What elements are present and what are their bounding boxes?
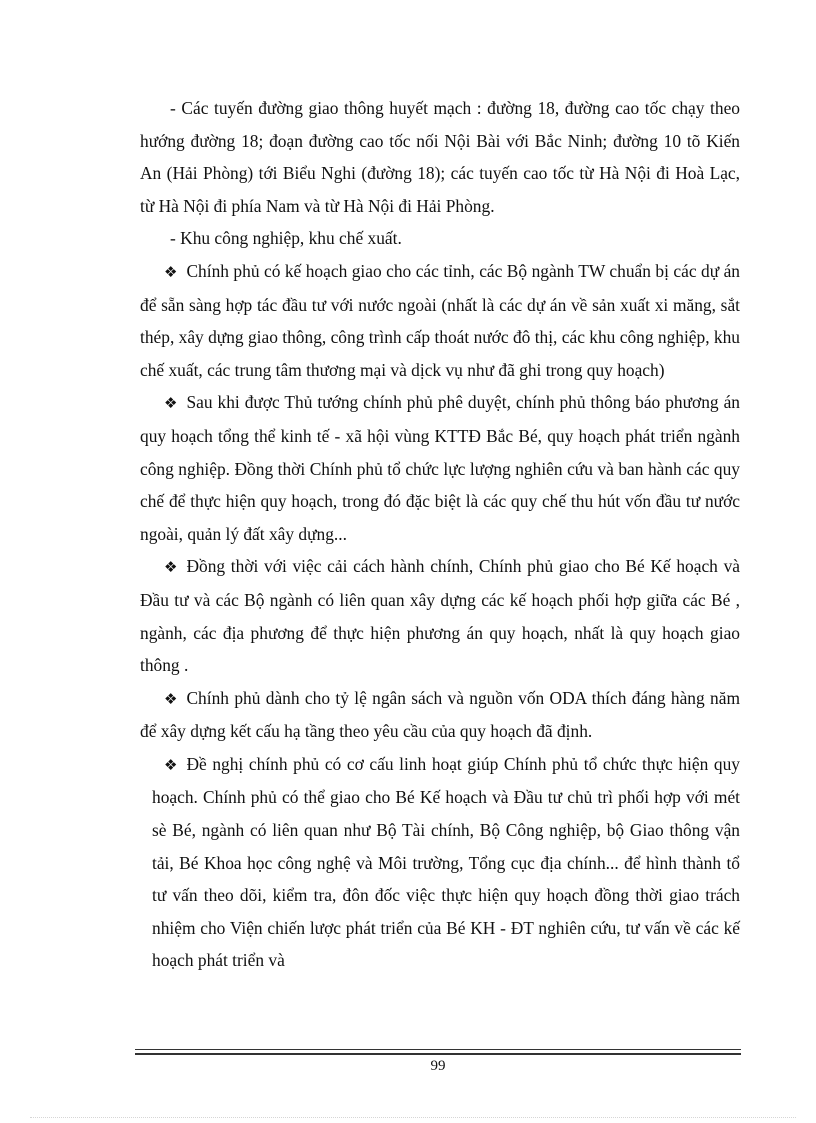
diamond-bullet-icon: ❖ bbox=[164, 755, 178, 774]
paragraph-traffic-routes bbox=[140, 92, 740, 222]
diamond-bullet-icon: ❖ bbox=[164, 262, 178, 281]
bullet-paragraph-budget-oda bbox=[140, 682, 740, 748]
paragraph-text: - Khu công nghiệp, khu chế xuất. bbox=[170, 228, 402, 249]
page-number: 99 bbox=[430, 1058, 446, 1074]
page-bottom-edge bbox=[30, 1117, 796, 1118]
paragraph-text: - Các tuyến đường giao thông huyết mạch : đường 18, đường cao tốc chạy theo hướng đường 18; đoạn đường cao tốc nối Nội Bài với Bắc Ninh; đường 10 tõ Kiến An (Hải Phòng) tới Biểu Nghi (đường 18); các tuyến cao tốc từ Hà Nội đi Hoà Lạc, từ Hà Nội đi phía Nam và từ Hà Nội đi Hải Phòng. bbox=[140, 98, 740, 216]
diamond-bullet-icon: ❖ bbox=[164, 689, 178, 708]
bullet-paragraph-project-preparation bbox=[140, 255, 740, 386]
paragraph-industrial-zones bbox=[140, 222, 740, 255]
paragraph-text: Chính phủ dành cho tỷ lệ ngân sách và nguồn vốn ODA thích đáng hàng năm để xây dựng kết cấu hạ tầng theo yêu cầu của quy hoạch đã định. bbox=[140, 687, 740, 742]
bullet-paragraph-flexible-structure bbox=[140, 748, 740, 977]
diamond-bullet-icon: ❖ bbox=[164, 558, 178, 577]
paragraph-text: Sau khi được Thủ tướng chính phủ phê duyệt, chính phủ thông báo phương án quy hoạch tổng thể kinh tế - xã hội vùng KTTĐ Bắc Bé, quy hoạch phát triển ngành công nghiệp. Đồng thời Chính phủ tổ chức lực lượng nghiên cứu và ban hành các quy chế để thực hiện quy hoạch, trong đó đặc biệt là các quy chế thu hút vốn đầu tư nước ngoài, quản lý đất xây dựng... bbox=[140, 392, 740, 544]
paragraph-text: Chính phủ có kế hoạch giao cho các tỉnh, các Bộ ngành TW chuẩn bị các dự án để sẵn sàng hợp tác đầu tư với nước ngoài (nhất là các dự án về sản xuất xi măng, sắt thép, xây dựng giao thông, công trình cấp thoát nước đô thị, các khu công nghiệp, khu chế xuất, các trung tâm thương mại và dịck vụ như đã ghi trong quy hoạch) bbox=[140, 260, 740, 380]
paragraph-text: Đề nghị chính phủ có cơ cấu linh hoạt giúp Chính phủ tổ chức thực hiện quy hoạch. Chính phủ có thể giao cho Bé Kế hoạch và Đầu tư chủ trì phối hợp với mét sè Bé, ngành có liên quan như Bộ Tài chính, Bộ Công nghiệp, bộ Giao thông vận tải, Bé Khoa học công nghệ và Môi trường, Tổng cục địa chính... để hình thành tổ tư vấn theo dõi, kiểm tra, đôn đốc việc thực hiện quy hoạch đồng thời giao trách nhiệm cho Viện chiến lược phát triển của Bé KH - ĐT nghiên cứu, tư vấn về các kế hoạch phát triển và bbox=[152, 753, 740, 971]
footer-divider-thin bbox=[135, 1049, 741, 1050]
page-body bbox=[140, 92, 740, 977]
footer-divider-thick bbox=[135, 1053, 741, 1055]
paragraph-text: Đồng thời với việc cải cách hành chính, Chính phủ giao cho Bé Kế hoạch và Đầu tư và các Bộ ngành có liên quan xây dựng các kế hoạch phối hợp giữa các Bé , ngành, các địa phương để thực hiện phương án quy hoạch, nhất là quy hoạch giao thông . bbox=[140, 556, 740, 676]
bullet-paragraph-administrative-reform bbox=[140, 550, 740, 681]
bullet-paragraph-plan-approval bbox=[140, 386, 740, 550]
diamond-bullet-icon: ❖ bbox=[164, 394, 178, 413]
